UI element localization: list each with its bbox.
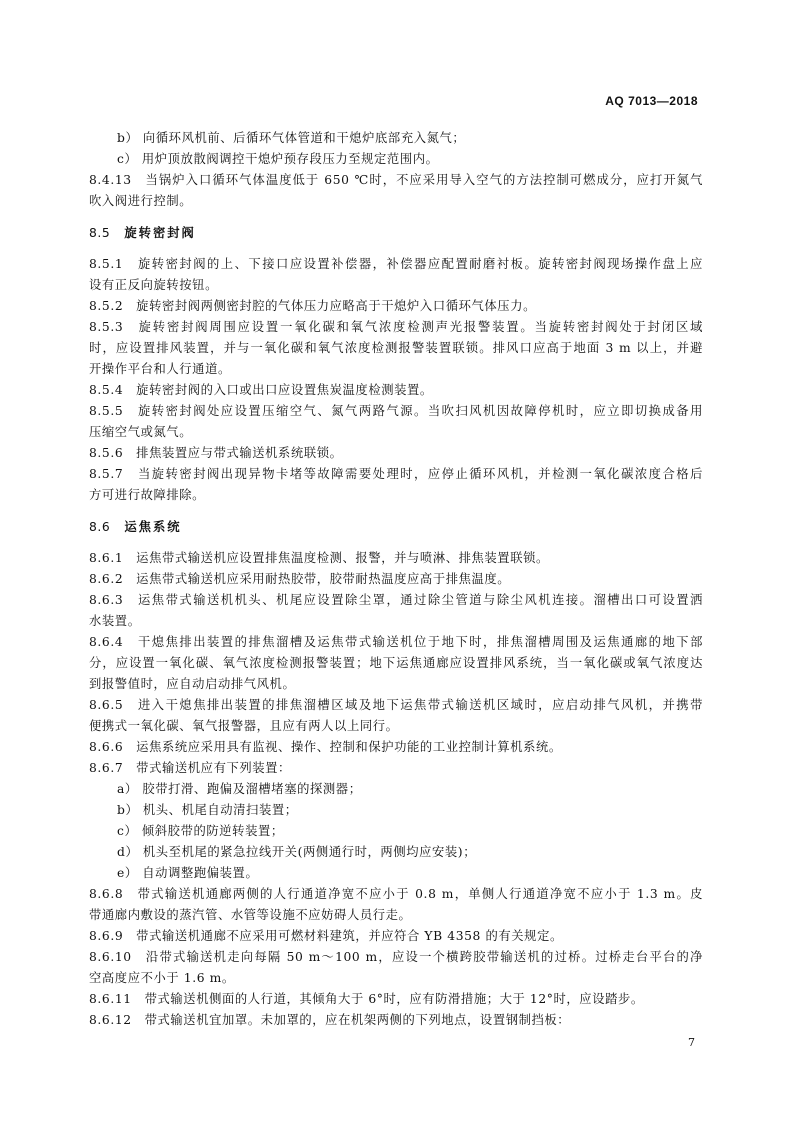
page-number: 7 (688, 1036, 695, 1049)
text-line: 8.6.2 运焦带式输送机应采用耐热胶带，胶带耐热温度应高于排焦温度。 (89, 572, 511, 586)
text-line: 8.6.10 沿带式输送机走向每隔 50 m～100 m，应设一个横跨胶带输送机的过桥。过桥走台平台的净 (89, 950, 703, 964)
text-line: 时，应设置排风装置，并与一氧化碳和氧气浓度检测报警装置联锁。排风口应高于地面 3 m 以上，并避 (89, 341, 703, 355)
text-line: 压缩空气或氮气。 (89, 425, 193, 439)
text-line: 分，应设置一氧化碳、氧气浓度检测报警装置；地下运焦通廊应设置排风系统，当一氧化碳或氧气浓度达 (89, 656, 703, 670)
list-item: c） 倾斜胶带的防逆转装置； (117, 824, 284, 838)
text-line: 8.6.9 带式输送机通廊不应采用可燃材料建筑，并应符合 YB 4358 的有关规定。 (89, 929, 563, 943)
text-line: 开操作平台和人行通道。 (89, 362, 231, 376)
section-heading (89, 223, 703, 244)
list-item: d） 机头至机尾的紧急拉线开关(两侧通行时，两侧均应安装)； (117, 845, 477, 859)
text-line: 8.6.12 带式输送机宜加罩。未加罩的，应在机架两侧的下列地点，设置钢制挡板： (89, 1013, 571, 1027)
text-line: 8.6.11 带式输送机侧面的人行道，其倾角大于 6°时，应有防滑措施；大于 12°时，应设踏步。 (89, 992, 644, 1006)
text-line: 8.5.7 当旋转密封阀出现异物卡堵等故障需要处理时，应停止循环风机，并检测一氧化碳浓度合格后 (89, 467, 703, 481)
text-line: 8.6.6 运焦系统应采用具有监视、操作、控制和保护功能的工业控制计算机系统。 (89, 740, 562, 754)
section-number: 8.5 (89, 226, 111, 240)
list-item: c） 用炉顶放散阀调控干熄炉预存段压力至规定范围内。 (117, 152, 439, 166)
text-line: 到报警值时，应自动启动排气风机。 (89, 677, 296, 691)
text-line: 设有正反向旋转按钮。 (89, 278, 218, 292)
text-line: 带通廊内敷设的蒸汽管、水管等设施不应妨碍人员行走。 (89, 908, 412, 922)
text-line: 8.5.1 旋转密封阀的上、下接口应设置补偿器，补偿器应配置耐磨衬板。旋转密封阀现场操作盘上应 (89, 257, 703, 271)
text-line: 空高度应不小于 1.6 m。 (89, 971, 235, 985)
text-line: 便携式一氧化碳、氧气报警器，且应有两人以上同行。 (89, 719, 399, 733)
section-title: 旋转密封阀 (124, 226, 196, 240)
list-item: a） 胶带打滑、跑偏及溜槽堵塞的探测器； (117, 782, 362, 796)
text-line: 水装置。 (89, 614, 141, 628)
document-id-header: AQ 7013—2018 (605, 94, 698, 108)
section-title: 运焦系统 (124, 520, 182, 534)
text-line: 8.4.13 当锅炉入口循环气体温度低于 650 ℃时，不应采用导入空气的方法控制可燃成分，应打开氮气 (89, 173, 703, 187)
page-body (89, 128, 703, 1031)
text-line: 方可进行故障排除。 (89, 488, 206, 502)
text-line: 8.5.5 旋转密封阀处应设置压缩空气、氮气两路气源。当吹扫风机因故障停机时，应立即切换成备用 (89, 404, 703, 418)
list-item: b） 向循环风机前、后循环气体管道和干熄炉底部充入氮气； (117, 131, 466, 145)
text-line: 8.5.2 旋转密封阀两侧密封腔的气体压力应略高于干熄炉入口循环气体压力。 (89, 299, 536, 313)
text-line: 8.6.1 运焦带式输送机应设置排焦温度检测、报警，并与喷淋、排焦装置联锁。 (89, 551, 549, 565)
text-line: 8.6.4 干熄焦排出装置的排焦溜槽及运焦带式输送机位于地下时，排焦溜槽周围及运焦通廊的地下部 (89, 635, 703, 649)
text-line: 8.6.7 带式输送机应有下列装置： (89, 761, 291, 775)
list-item: b） 机头、机尾自动清扫装置； (117, 803, 298, 817)
text-line: 8.5.6 排焦装置应与带式输送机系统联锁。 (89, 446, 343, 460)
text-line: 8.6.5 进入干熄焦排出装置的排焦溜槽区域及地下运焦带式输送机区域时，应启动排气风机，并携带 (89, 698, 703, 712)
list-item: e） 自动调整跑偏装置。 (117, 866, 259, 880)
section-heading (89, 517, 703, 538)
text-line: 8.5.4 旋转密封阀的入口或出口应设置焦炭温度检测装置。 (89, 383, 433, 397)
text-line: 8.5.3 旋转密封阀周围应设置一氧化碳和氧气浓度检测声光报警装置。当旋转密封阀处于封闭区域 (89, 320, 703, 334)
text-line: 8.6.3 运焦带式输送机机头、机尾应设置除尘罩，通过除尘管道与除尘风机连接。溜槽出口可设置洒 (89, 593, 703, 607)
section-number: 8.6 (89, 520, 111, 534)
text-line: 吹入阀进行控制。 (89, 194, 193, 208)
text-line: 8.6.8 带式输送机通廊两侧的人行通道净宽不应小于 0.8 m，单侧人行通道净宽不应小于 1.3 m。皮 (89, 887, 703, 901)
